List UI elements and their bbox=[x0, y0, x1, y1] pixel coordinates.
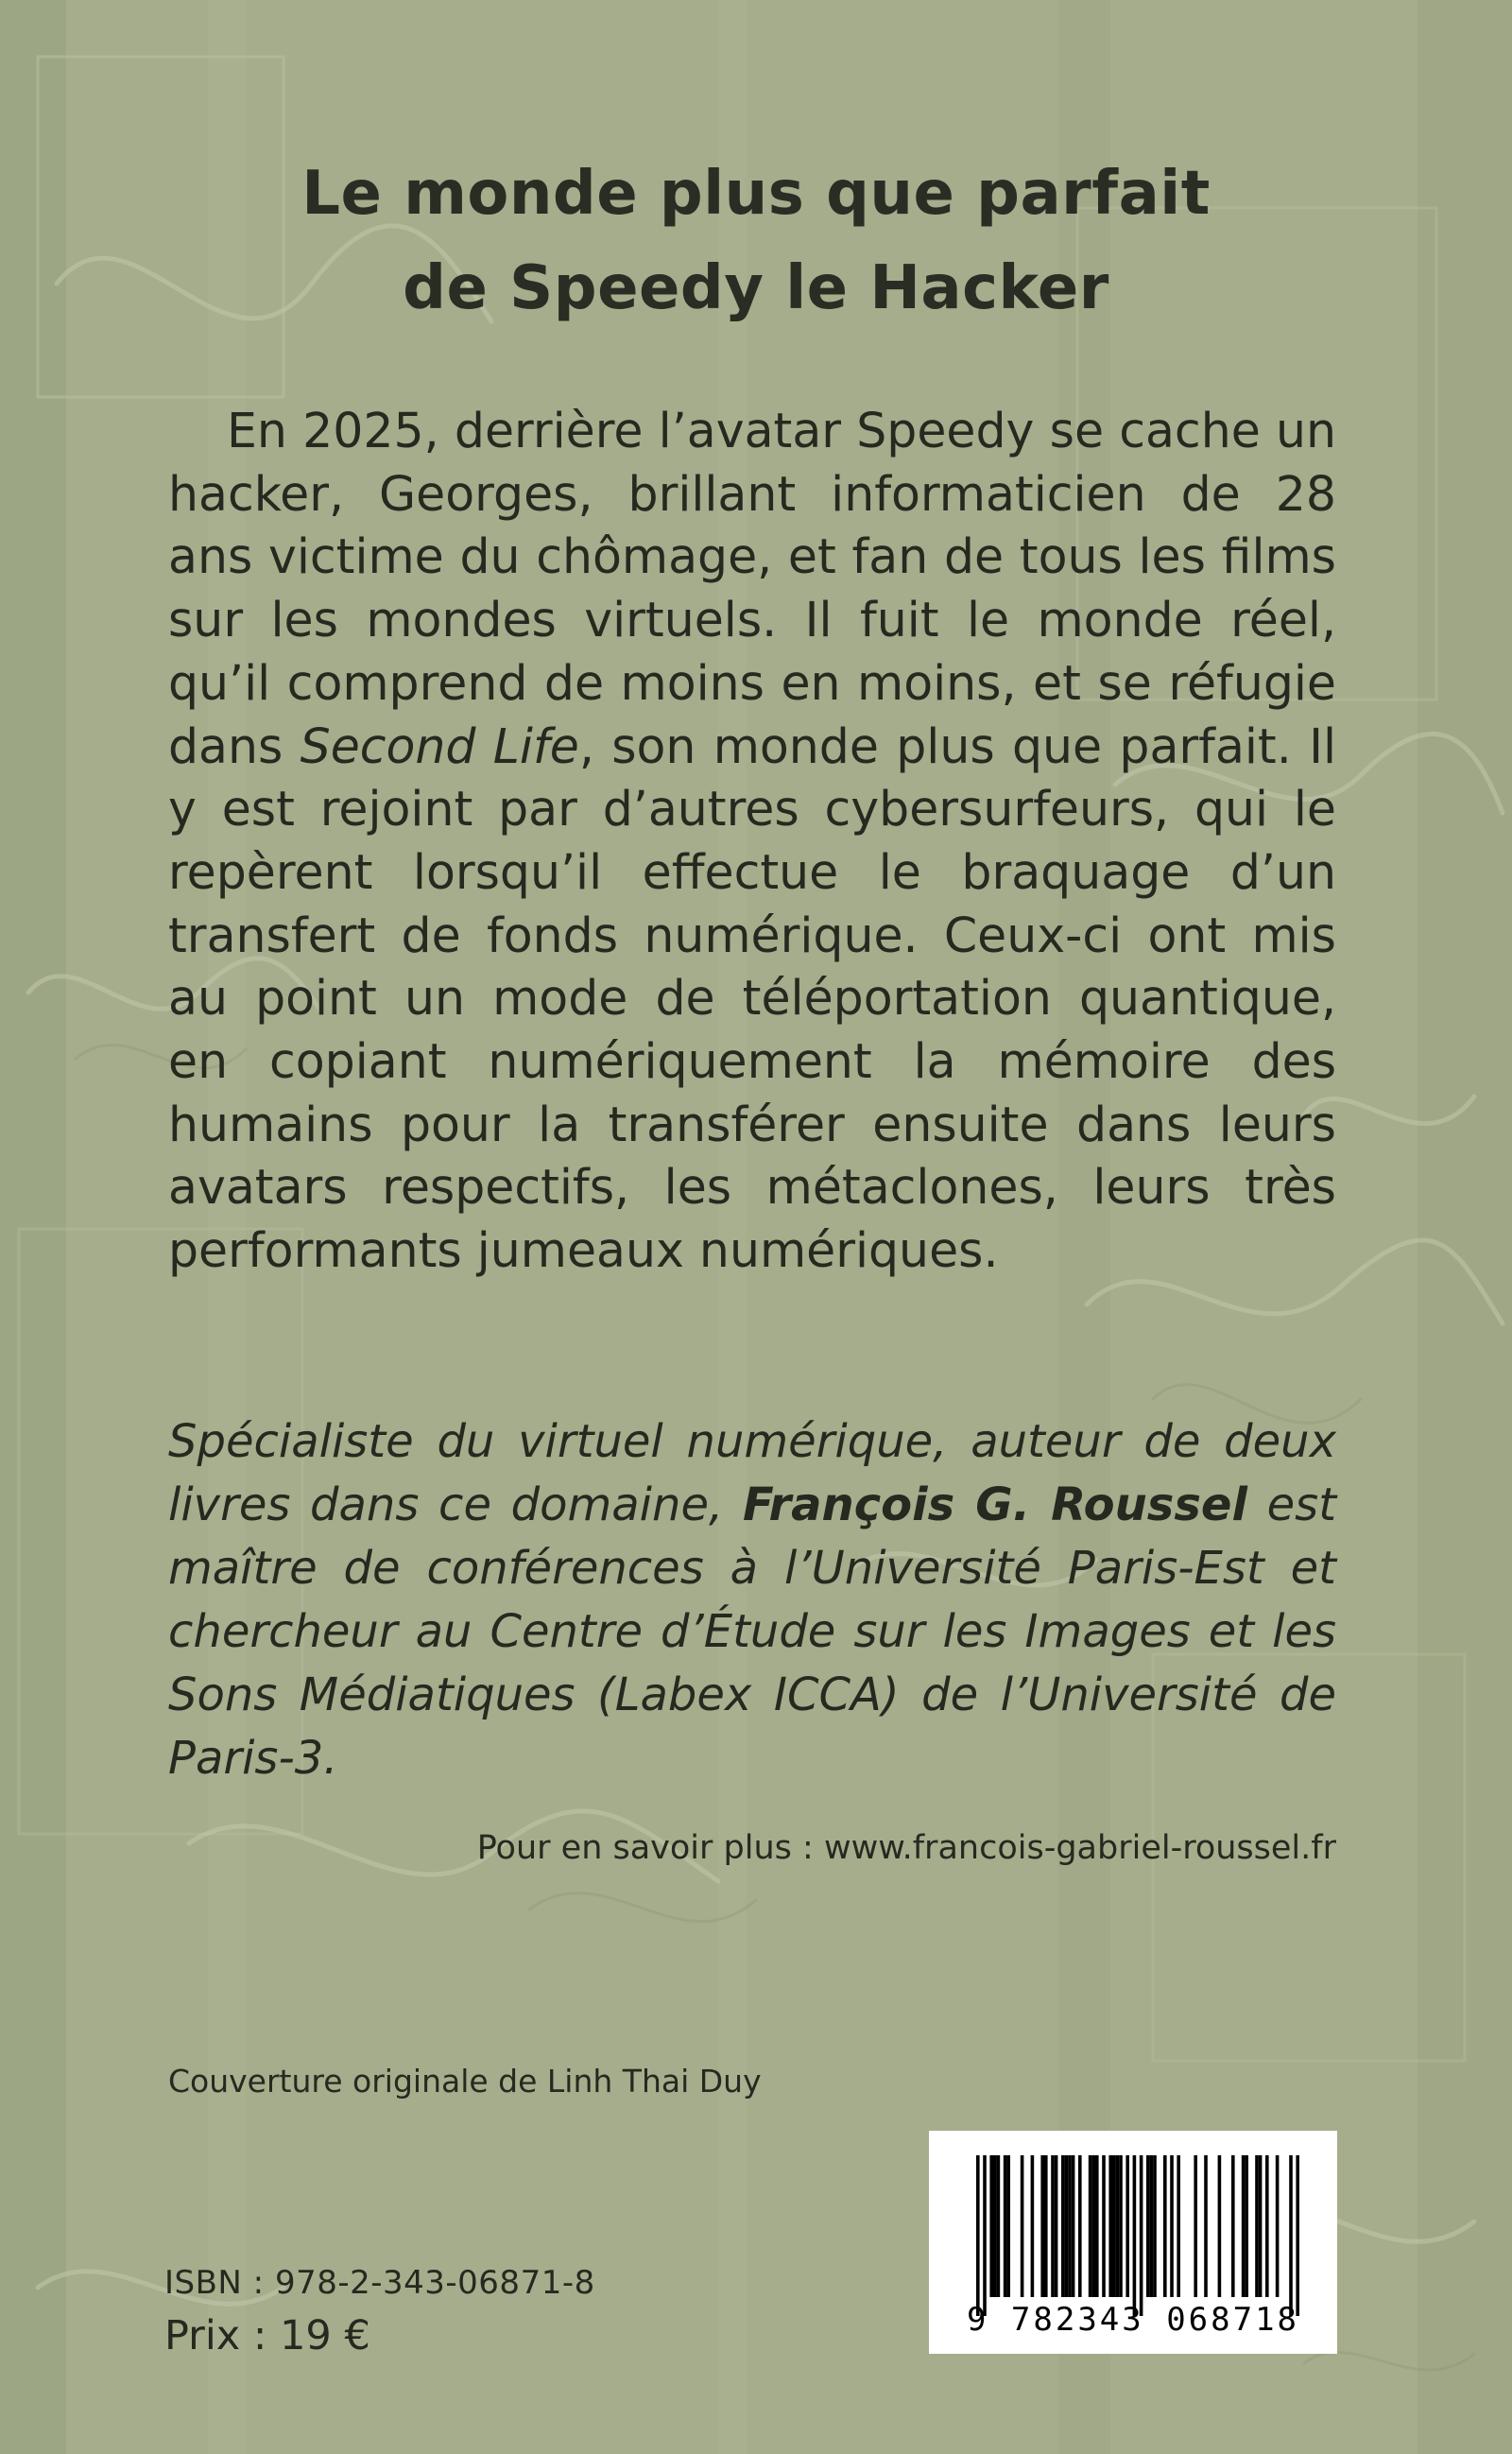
barcode-bar bbox=[997, 2155, 1001, 2297]
barcode-bar bbox=[1061, 2155, 1065, 2297]
more-info-link: Pour en savoir plus : www.francois-gabriel-roussel.fr bbox=[476, 1829, 1336, 1867]
barcode-bar bbox=[1146, 2155, 1150, 2297]
barcode-bar bbox=[1153, 2155, 1157, 2297]
barcode-bar bbox=[1218, 2155, 1222, 2297]
barcode-bar bbox=[1078, 2155, 1082, 2297]
barcode-bar bbox=[1040, 2155, 1044, 2297]
barcode-bar bbox=[1259, 2155, 1263, 2297]
barcode-bar bbox=[1204, 2155, 1208, 2297]
barcode-bar bbox=[1051, 2155, 1055, 2297]
barcode-bar bbox=[1119, 2155, 1123, 2297]
barcode-bar bbox=[1006, 2155, 1010, 2297]
author-bio bbox=[168, 1410, 1336, 1790]
book-title bbox=[151, 147, 1361, 336]
book-summary bbox=[168, 400, 1336, 1283]
barcode-bar bbox=[1140, 2155, 1143, 2316]
author-name: François G. Roussel bbox=[742, 1478, 1247, 1531]
barcode-bar bbox=[1231, 2155, 1235, 2297]
barcode-bar bbox=[1150, 2155, 1154, 2297]
barcode-bar bbox=[1276, 2155, 1280, 2297]
barcode-bar bbox=[1108, 2155, 1112, 2297]
barcode-bar bbox=[1031, 2155, 1035, 2297]
barcode-bar bbox=[1004, 2155, 1007, 2297]
barcode-bar bbox=[1065, 2155, 1069, 2297]
barcode-bar bbox=[1289, 2155, 1293, 2316]
summary-text-part-2: , son monde plus que parfait. Il y est rejoint par d’autres cybersurfeurs, qui le repèrent lorsqu’il effectue le braquage d’un transfert de fonds numérique. Ceux-ci ont mis au point un mode de téléportation quantique, en copiant numériquement la mémoire des humains pour la transférer ensuite dans leurs avatars respectifs, les métaclones, leurs très performants jumeaux numériques. bbox=[168, 717, 1337, 1279]
book-title-line-1: Le monde plus que parfait bbox=[301, 159, 1211, 229]
barcode-bar bbox=[1242, 2155, 1246, 2297]
barcode-bar bbox=[1068, 2155, 1072, 2297]
barcode-bar bbox=[1072, 2155, 1075, 2297]
barcode-bar bbox=[1044, 2155, 1048, 2297]
price: Prix : 19 € bbox=[164, 2312, 370, 2359]
barcode-bar bbox=[1133, 2155, 1137, 2316]
summary-italic-title: Second Life bbox=[300, 717, 579, 774]
barcode-bar bbox=[1177, 2155, 1180, 2297]
barcode-bar bbox=[1170, 2155, 1174, 2297]
barcode-bar bbox=[1125, 2155, 1129, 2297]
barcode-bar bbox=[976, 2155, 980, 2316]
barcode-bar bbox=[1021, 2155, 1024, 2297]
isbn: ISBN : 978-2-343-06871-8 bbox=[164, 2264, 595, 2302]
cover-credit: Couverture originale de Linh Thai Duy bbox=[168, 2063, 762, 2100]
barcode-bar bbox=[1116, 2155, 1120, 2297]
summary-paragraph bbox=[168, 400, 1336, 1283]
barcode-bar bbox=[993, 2155, 997, 2297]
barcode-bar bbox=[1089, 2155, 1092, 2297]
barcode-bar bbox=[1296, 2155, 1299, 2316]
barcode-bar bbox=[1163, 2155, 1167, 2297]
barcode-bar bbox=[1095, 2155, 1099, 2297]
barcode-bar bbox=[1091, 2155, 1095, 2297]
barcode-digits: 9 782343 068718 bbox=[966, 2301, 1300, 2339]
summary-text-part-1: En 2025, derrière l’avatar Speedy se cache un hacker, Georges, brillant informaticien de 28 ans victime du chômage, et fan de tous les films sur les mondes virtuels. Il fuit le monde réel, qu’il comprend de moins en moins, et se réfugie dans bbox=[168, 403, 1336, 774]
barcode bbox=[929, 2131, 1337, 2354]
barcode-bar bbox=[1194, 2155, 1197, 2297]
barcode-bar bbox=[1265, 2155, 1269, 2297]
barcode-bar bbox=[1245, 2155, 1248, 2297]
barcode-bar bbox=[989, 2155, 993, 2297]
barcode-bar bbox=[1255, 2155, 1259, 2297]
book-title-line-2: de Speedy le Hacker bbox=[403, 253, 1109, 323]
barcode-bar bbox=[1112, 2155, 1116, 2297]
bio-text-part-2: est maître de conférences à l’Université Paris-Est et chercheur au Centre d’Étude sur les Images et les Sons Médiatiques (Labex ICCA) de l’Université de Paris-3. bbox=[168, 1478, 1337, 1785]
barcode-bar bbox=[983, 2155, 987, 2316]
barcode-bar bbox=[1102, 2155, 1106, 2297]
barcode-bar bbox=[1055, 2155, 1058, 2297]
bio-text-part-1: Spécialiste du virtuel numérique, auteur de deux livres dans ce domaine, bbox=[168, 1415, 1336, 1531]
